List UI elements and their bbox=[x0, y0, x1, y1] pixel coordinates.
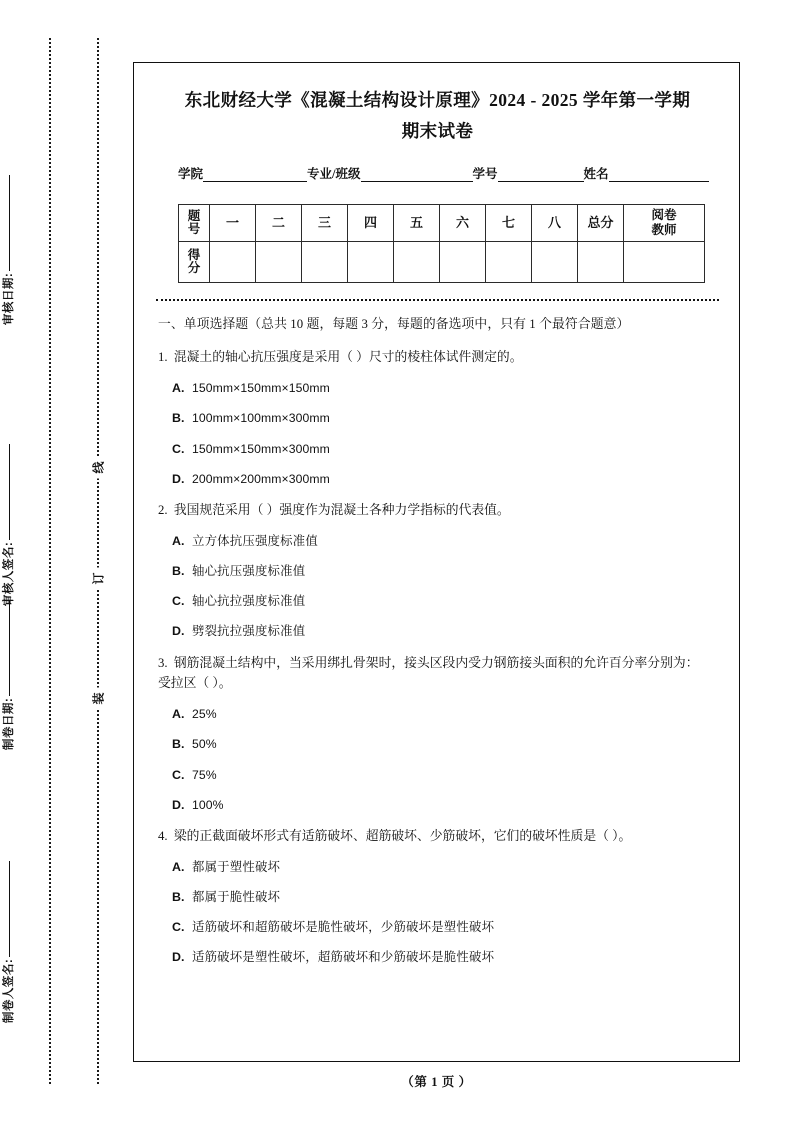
seal-dotted-line-outer bbox=[49, 38, 51, 1084]
question-2-option-c[interactable] bbox=[172, 592, 711, 611]
option-text: 适筋破坏和超筋破坏是脆性破坏，少筋破坏是塑性破坏 bbox=[192, 920, 495, 935]
seal-label-text: 审核人签名: bbox=[3, 541, 15, 607]
option-label: A. bbox=[172, 859, 185, 874]
exam-title-line1: 东北财经大学《混凝土结构设计原理》2024 - 2025 学年第一学期 bbox=[184, 90, 691, 110]
option-label: D. bbox=[172, 797, 185, 812]
question-2-text: 我国规范采用（ ）强度作为混凝土各种力学指标的代表值。 bbox=[173, 503, 510, 518]
option-label: B. bbox=[172, 737, 185, 752]
seal-label-paper-maker-signature bbox=[0, 812, 16, 1072]
question-2-option-b[interactable] bbox=[172, 562, 711, 581]
question-4-option-c[interactable] bbox=[172, 918, 711, 937]
option-label: B. bbox=[172, 889, 185, 904]
option-text: 50% bbox=[192, 737, 217, 752]
option-text: 适筋破坏是塑性破坏，超筋破坏和少筋破坏是脆性破坏 bbox=[192, 950, 495, 965]
option-text: 200mm×200mm×300mm bbox=[192, 471, 330, 486]
option-text: 劈裂抗拉强度标准值 bbox=[192, 624, 306, 639]
page-number-footer: （第 1 页 ） bbox=[401, 1075, 472, 1089]
row-header-char: 号 bbox=[187, 222, 201, 237]
page-title bbox=[156, 85, 719, 146]
option-label: B. bbox=[172, 411, 185, 426]
score-table-wrapper bbox=[178, 204, 705, 283]
questions-body bbox=[158, 315, 711, 967]
field-student-id bbox=[473, 164, 584, 182]
col-header-2: 二 bbox=[256, 205, 302, 242]
question-1-option-a[interactable] bbox=[172, 379, 711, 398]
option-text: 100mm×100mm×300mm bbox=[192, 411, 330, 426]
col-header-grading-teacher bbox=[624, 205, 705, 242]
exam-content-frame bbox=[133, 62, 740, 1062]
field-college-input[interactable] bbox=[203, 168, 307, 182]
question-1-text: 混凝土的轴心抗压强度是采用（ ）尺寸的棱柱体试件测定的。 bbox=[173, 350, 523, 365]
option-label: C. bbox=[172, 594, 185, 609]
seal-label-text: 审核日期: bbox=[3, 272, 15, 326]
question-2-option-a[interactable] bbox=[172, 532, 711, 551]
col-header-8: 八 bbox=[532, 205, 578, 242]
question-2-option-d[interactable] bbox=[172, 622, 711, 641]
sealing-strip bbox=[0, 0, 133, 1122]
score-cell-1[interactable] bbox=[210, 242, 256, 283]
question-4-option-b[interactable] bbox=[172, 888, 711, 907]
section-heading-1: 一、单项选择题（总共 10 题，每题 3 分，每题的备选项中，只有 1 个最符合题意） bbox=[158, 317, 630, 332]
question-1-number: 1. bbox=[158, 350, 168, 365]
field-name-label: 姓名 bbox=[583, 167, 609, 182]
col-header-6: 六 bbox=[440, 205, 486, 242]
binding-char-ding: 订 bbox=[86, 568, 111, 590]
binding-char-zhuang: 装 bbox=[86, 688, 111, 710]
question-3-number: 3. bbox=[158, 655, 168, 670]
question-1 bbox=[158, 347, 711, 368]
option-text: 100% bbox=[192, 797, 224, 812]
option-text: 都属于塑性破坏 bbox=[192, 859, 281, 874]
question-3-text: 钢筋混凝土结构中，当采用绑扎骨架时，接头区段内受力钢筋接头面积的允许百分率分别为：受拉区（ ）。 bbox=[158, 655, 699, 691]
question-1-option-d[interactable] bbox=[172, 470, 711, 489]
question-4-option-a[interactable] bbox=[172, 858, 711, 877]
field-major-class bbox=[307, 164, 472, 182]
option-label: C. bbox=[172, 441, 185, 456]
seal-label-review-date bbox=[0, 120, 16, 380]
field-college-label: 学院 bbox=[178, 167, 204, 182]
score-table bbox=[178, 204, 705, 283]
field-name-input[interactable] bbox=[609, 168, 709, 182]
score-cell-total[interactable] bbox=[578, 242, 624, 283]
option-text: 立方体抗压强度标准值 bbox=[192, 533, 318, 548]
option-text: 轴心抗拉强度标准值 bbox=[192, 594, 306, 609]
question-3-option-b[interactable] bbox=[172, 735, 711, 754]
seal-label-rule bbox=[9, 861, 10, 957]
teacher-header-char: 阅卷 bbox=[651, 208, 677, 223]
score-cell-6[interactable] bbox=[440, 242, 486, 283]
row-header-char: 得 bbox=[187, 247, 201, 262]
score-cell-7[interactable] bbox=[486, 242, 532, 283]
col-header-7: 七 bbox=[486, 205, 532, 242]
teacher-header-char: 教师 bbox=[651, 223, 677, 238]
score-cell-4[interactable] bbox=[348, 242, 394, 283]
field-major-class-input[interactable] bbox=[361, 168, 473, 182]
question-2 bbox=[158, 500, 711, 521]
option-label: A. bbox=[172, 381, 185, 396]
option-text: 轴心抗压强度标准值 bbox=[192, 563, 306, 578]
score-cell-8[interactable] bbox=[532, 242, 578, 283]
seal-label-rule bbox=[9, 175, 10, 271]
seal-label-text: 制卷人签名: bbox=[3, 958, 15, 1024]
seal-label-rule bbox=[9, 600, 10, 696]
student-info-row bbox=[178, 164, 715, 182]
section-divider bbox=[156, 299, 719, 301]
question-3-option-a[interactable] bbox=[172, 705, 711, 724]
col-header-total: 总分 bbox=[578, 205, 624, 242]
col-header-4: 四 bbox=[348, 205, 394, 242]
score-cell-5[interactable] bbox=[394, 242, 440, 283]
table-row-score bbox=[179, 242, 705, 283]
col-header-3: 三 bbox=[302, 205, 348, 242]
seal-label-rule bbox=[9, 444, 10, 540]
row-header-score bbox=[179, 242, 210, 283]
score-cell-3[interactable] bbox=[302, 242, 348, 283]
score-cell-2[interactable] bbox=[256, 242, 302, 283]
score-cell-grading-teacher[interactable] bbox=[624, 242, 705, 283]
exam-title-line2: 期末试卷 bbox=[401, 120, 474, 141]
question-1-option-b[interactable] bbox=[172, 409, 711, 428]
option-label: A. bbox=[172, 707, 185, 722]
question-3 bbox=[158, 653, 711, 694]
table-row-question-no bbox=[179, 205, 705, 242]
option-text: 75% bbox=[192, 767, 217, 782]
seal-label-paper-date bbox=[0, 545, 16, 805]
field-student-id-label: 学号 bbox=[472, 167, 498, 182]
option-text: 150mm×150mm×300mm bbox=[192, 441, 330, 456]
option-label: B. bbox=[172, 563, 185, 578]
field-major-class-label: 专业/班级 bbox=[307, 167, 361, 182]
field-college bbox=[178, 164, 307, 182]
row-header-char: 题 bbox=[187, 208, 201, 223]
field-student-id-input[interactable] bbox=[498, 168, 584, 182]
question-4-number: 4. bbox=[158, 828, 168, 843]
option-label: C. bbox=[172, 920, 185, 935]
row-header-question-no bbox=[179, 205, 210, 242]
binding-char-xian: 线 bbox=[86, 457, 111, 479]
option-text: 150mm×150mm×150mm bbox=[192, 381, 330, 396]
option-label: C. bbox=[172, 767, 185, 782]
option-label: D. bbox=[172, 624, 185, 639]
seal-dotted-line-inner bbox=[97, 38, 99, 1084]
row-header-char: 分 bbox=[187, 261, 201, 276]
question-2-number: 2. bbox=[158, 503, 168, 518]
field-name bbox=[584, 164, 709, 182]
option-label: A. bbox=[172, 533, 185, 548]
question-3-option-c[interactable] bbox=[172, 766, 711, 785]
option-text: 25% bbox=[192, 707, 217, 722]
question-3-option-d[interactable] bbox=[172, 796, 711, 815]
col-header-5: 五 bbox=[394, 205, 440, 242]
question-4-option-d[interactable] bbox=[172, 948, 711, 967]
option-label: D. bbox=[172, 471, 185, 486]
seal-label-text: 制卷日期: bbox=[3, 697, 15, 751]
option-label: D. bbox=[172, 950, 185, 965]
option-text: 都属于脆性破坏 bbox=[192, 889, 281, 904]
question-1-option-c[interactable] bbox=[172, 440, 711, 459]
col-header-1: 一 bbox=[210, 205, 256, 242]
question-4 bbox=[158, 826, 711, 847]
question-4-text: 梁的正截面破坏形式有适筋破坏、超筋破坏、少筋破坏，它们的破坏性质是（ ）。 bbox=[173, 828, 632, 843]
